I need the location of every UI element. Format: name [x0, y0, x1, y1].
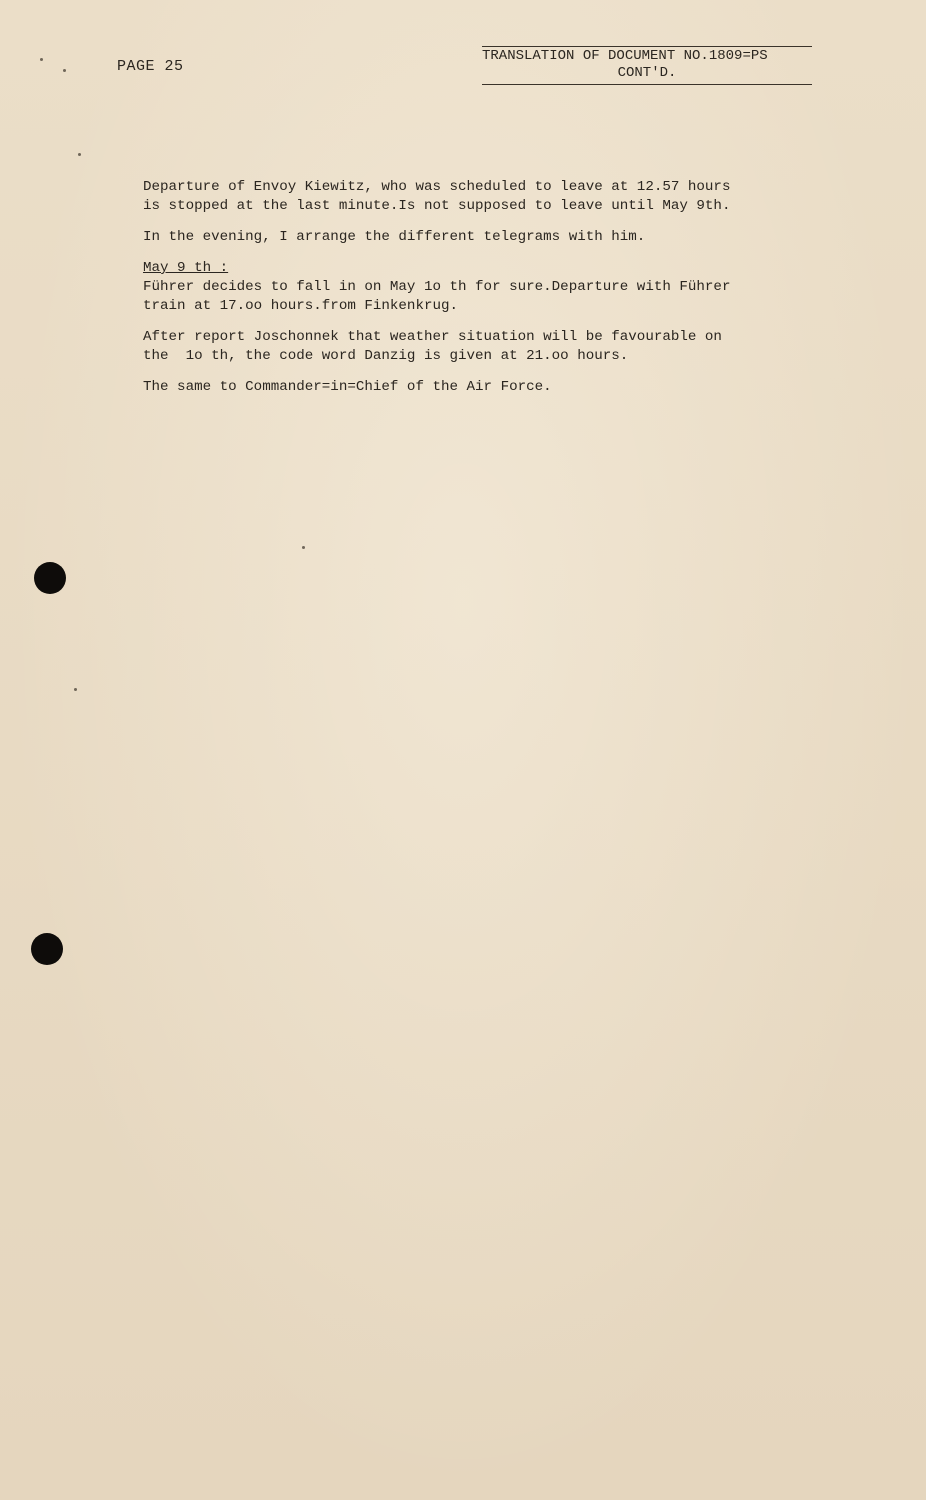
paper-speck — [302, 546, 305, 549]
punch-hole-top — [34, 562, 66, 594]
page-number: PAGE 25 — [117, 58, 184, 75]
paragraph-envoy-departure: Departure of Envoy Kiewitz, who was scheduled to leave at 12.57 hours is stopped at the last minute.Is not supposed to leave until May 9th. — [143, 179, 731, 214]
paper-speck — [74, 688, 77, 691]
paragraph-air-force: The same to Commander=in=Chief of the Air Force. — [143, 379, 552, 395]
paper-speck — [78, 153, 81, 156]
paper-speck — [63, 69, 66, 72]
paragraph-weather-report: After report Joschonnek that weather situation will be favourable on the 1o th, the code word Danzig is given at 21.oo hours. — [143, 329, 722, 364]
date-heading: May 9 th : — [143, 260, 229, 276]
continuation-label: CONT'D. — [482, 65, 812, 85]
paragraph-fuhrer-decision: Führer decides to fall in on May 1o th for sure.Departure with Führer train at 17.oo hours.from Finkenkrug. — [143, 279, 731, 314]
document-body — [143, 178, 823, 409]
paper-speck — [40, 58, 43, 61]
punch-hole-bottom — [31, 933, 63, 965]
document-title: TRANSLATION OF DOCUMENT NO.1809=PS — [482, 46, 812, 65]
document-header — [482, 46, 812, 85]
paragraph-evening-telegrams: In the evening, I arrange the different telegrams with him. — [143, 229, 646, 245]
